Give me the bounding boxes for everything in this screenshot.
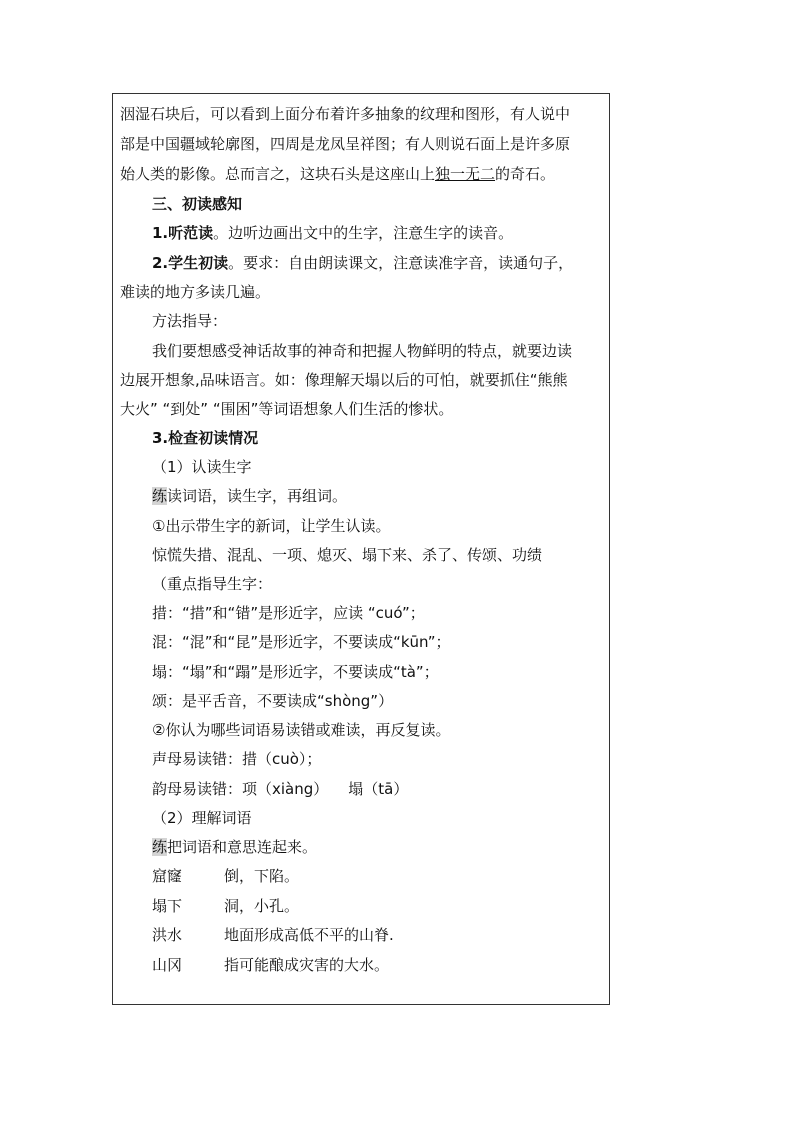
- practice-marker: 练: [152, 838, 168, 856]
- yunmu-errors: [152, 779, 408, 799]
- match-term: 塌下: [152, 897, 183, 915]
- paragraph-line-3-b: 的奇石。: [495, 165, 556, 183]
- subheading-1: （1）认读生字: [152, 458, 252, 476]
- yunmu-errors-b: 塌（tā）: [348, 780, 409, 798]
- note-hun: 混：“混”和“昆”是形近字，不要读成“kūn”；: [152, 633, 451, 651]
- practice-2-text: 把词语和意思连起来。: [167, 838, 318, 856]
- match-term: 洪水: [152, 926, 183, 944]
- note-song: 颂：是平舌音，不要读成“shòng”）: [152, 692, 394, 710]
- match-meaning: 地面形成高低不平的山脊.: [224, 926, 394, 944]
- item-1-text: 。边听边画出文中的生字，注意生字的读音。: [213, 224, 514, 242]
- word-list: 惊慌失措、混乱、一项、熄灭、塌下来、杀了、传颂、功绩: [152, 546, 543, 564]
- method-line-3: 大火” “到处” “围困”等词语想象人们生活的惨状。: [120, 400, 454, 418]
- item-2: [152, 253, 573, 273]
- practice-marker: 练: [152, 487, 168, 505]
- item-2-text: 。要求：自由朗读课文，注意读准字音，读通句子，: [228, 254, 574, 272]
- item-3: 3.检查初读情况: [152, 429, 259, 447]
- method-title: 方法指导：: [152, 312, 228, 330]
- method-line-2: 边展开想象,品味语言。如：像理解天塌以后的可怕，就要抓住“熊熊: [120, 371, 568, 389]
- practice-1-text: 读词语，读生字，再组词。: [167, 487, 348, 505]
- step-1: ①出示带生字的新词，让学生认读。: [152, 517, 391, 535]
- practice-1: [152, 486, 347, 506]
- method-line-1: 我们要想感受神话故事的神奇和把握人物鲜明的特点，就要边读: [152, 342, 573, 360]
- match-term: 山冈: [152, 956, 183, 974]
- match-term: 窟窿: [152, 867, 183, 885]
- underlined-phrase: 独一无二: [435, 165, 496, 183]
- note-cuo: 措：“措”和“错”是形近字，应读 “cuó”；: [152, 604, 425, 622]
- paragraph-line-2: 部是中国疆域轮廓图，四周是龙凤呈祥图；有人则说石面上是许多原: [120, 135, 571, 153]
- practice-2: [152, 837, 317, 857]
- item-2-label: 2.学生初读: [152, 254, 229, 272]
- section-heading: 三、初读感知: [152, 195, 243, 213]
- step-2: ②你认为哪些词语易读错或难读，再反复读。: [152, 721, 451, 739]
- subheading-2: （2）理解词语: [152, 809, 252, 827]
- focus-intro: （重点指导生字：: [152, 575, 273, 593]
- match-meaning: 洞，小孔。: [224, 897, 300, 915]
- note-ta: 塌：“塌”和“蹋”是形近字，不要读成“tà”；: [152, 663, 439, 681]
- shengmu-errors: 声母易读错：措（cuò）；: [152, 750, 322, 768]
- paragraph-line-3-a: 始人类的影像。总而言之，这块石头是这座山上: [120, 165, 436, 183]
- match-meaning: 指可能酿成灾害的大水。: [224, 956, 390, 974]
- paragraph-line-1: 洇湿石块后，可以看到上面分布着许多抽象的纹理和图形，有人说中: [120, 105, 571, 123]
- item-1: [152, 223, 513, 243]
- item-1-label: 1.听范读: [152, 224, 214, 242]
- item-2-continued: 难读的地方多读几遍。: [120, 283, 271, 301]
- paragraph-line-3: [120, 164, 555, 184]
- match-meaning: 倒，下陷。: [224, 867, 300, 885]
- yunmu-errors-a: 韵母易读错：项（xiàng）: [152, 780, 329, 798]
